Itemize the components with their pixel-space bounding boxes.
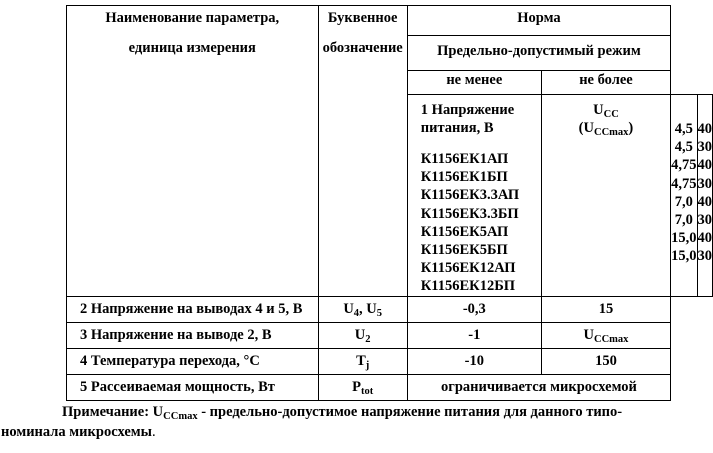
table-row (67, 374, 713, 400)
row3-sym-sub: 2 (365, 334, 371, 346)
row2-min: -0,3 (407, 296, 541, 322)
parameters-table (66, 5, 713, 401)
row1-name: К1156ЕК12БП (420, 278, 516, 295)
row3-min: -1 (407, 322, 541, 348)
row1-names (421, 137, 541, 296)
row1-min-value: 4,75 (671, 157, 697, 174)
row1-min-value: 4,75 (671, 175, 697, 192)
header-mode-label: Предельно-допустимый режим (437, 43, 641, 59)
row1-max-value: 40 (697, 230, 712, 247)
note-line2 (1, 422, 692, 443)
row3-max-sub: CCmax (594, 334, 629, 346)
header-symbol-line1: Буквенное (327, 10, 398, 26)
row4-symbol (318, 348, 407, 374)
row1-name: К1156ЕК5БП (420, 242, 508, 259)
row2-max: 15 (541, 296, 670, 322)
row1-min (671, 95, 697, 297)
row2-sym-sep: , U (359, 301, 377, 318)
row1-max-value: 30 (697, 175, 712, 192)
row2-symbol (318, 296, 407, 322)
row2-sym2-sub: 5 (376, 308, 383, 320)
row4-sym-sub: j (365, 360, 370, 372)
table-row (67, 322, 713, 348)
note-end: . (151, 424, 156, 440)
header-symbol-line2: обозначение (322, 40, 403, 56)
table-row (67, 348, 713, 374)
header-parameter (67, 6, 319, 297)
row5-sym: P (352, 379, 361, 396)
row3-symbol (318, 322, 407, 348)
row1-name: К1156ЕК3.3БП (420, 205, 519, 222)
row1-name: К1156ЕК3.3АП (420, 187, 520, 204)
row1-max-value: 40 (697, 121, 712, 137)
row1-symbol-a: U (593, 102, 604, 118)
header-parameter-line2: единица измерения (128, 40, 256, 56)
row4-sym: T (356, 353, 366, 370)
row5-sym-sub: tot (360, 386, 374, 398)
note-text2: номинала микросхемы (1, 424, 152, 440)
row1-name: К1156ЕК1АП (420, 151, 509, 167)
header-norm-label: Норма (408, 6, 670, 36)
row1-max-value: 40 (697, 193, 712, 210)
note-label: Примечание: U (62, 404, 164, 420)
row1-symbol-b-sub: CCmax (593, 127, 629, 138)
note-label-sub: CCmax (163, 411, 198, 422)
footnote (1, 402, 692, 443)
row1-symbol-b-close: ) (628, 120, 634, 136)
row1-max-value: 30 (697, 212, 712, 229)
row1-min-value: 15,0 (671, 230, 697, 247)
header-norm (407, 6, 670, 71)
row1-min-value: 4,5 (674, 139, 693, 156)
row1-max-value: 30 (697, 139, 712, 156)
header-min: не менее (407, 71, 541, 95)
header-parameter-line1: Наименование параметра, (105, 10, 280, 26)
row1-name: К1156ЕК5АП (420, 223, 509, 240)
row1-max-value: 40 (697, 157, 712, 174)
header-symbol (318, 6, 407, 297)
row4-min: -10 (407, 348, 541, 374)
row1-name: К1156ЕК12АП (420, 260, 516, 277)
row5-value: ограничивается микросхемой (407, 374, 670, 400)
row2-sym1-sub: 4 (353, 308, 360, 320)
row5-parameter: 5 Рассеиваемая мощность, Вт (67, 374, 319, 400)
row3-max (541, 322, 670, 348)
row1-max-value: 30 (697, 248, 712, 265)
row1-min-value: 4,5 (674, 121, 693, 137)
row1-max (697, 95, 713, 297)
row3-max-symbol: U (583, 327, 594, 344)
row1-symbol-b-open: (U (578, 120, 594, 136)
row1-min-value: 7,0 (674, 212, 693, 229)
note-text1: - предельно-допустимое напряжение питания для данного типо- (197, 404, 623, 420)
row1-parameter (407, 95, 541, 297)
row2-sym1: U (343, 301, 354, 318)
row3-sym: U (354, 327, 366, 344)
row1-name: К1156ЕК1БП (420, 169, 508, 186)
row1-symbol (541, 95, 670, 297)
row2-parameter: 2 Напряжение на выводах 4 и 5, В (67, 296, 319, 322)
row4-max: 150 (541, 348, 670, 374)
table-row (67, 296, 713, 322)
header-max: не более (541, 71, 670, 95)
row3-parameter: 3 Напряжение на выводе 2, В (67, 322, 319, 348)
row1-min-value: 7,0 (674, 193, 693, 210)
row1-min-value: 15,0 (671, 248, 697, 265)
row1-symbol-a-sub: CC (603, 109, 619, 120)
row4-parameter: 4 Температура перехода, °С (67, 348, 319, 374)
row1-title: 1 Напряжение питания, В (420, 102, 515, 136)
row5-symbol (318, 374, 407, 400)
